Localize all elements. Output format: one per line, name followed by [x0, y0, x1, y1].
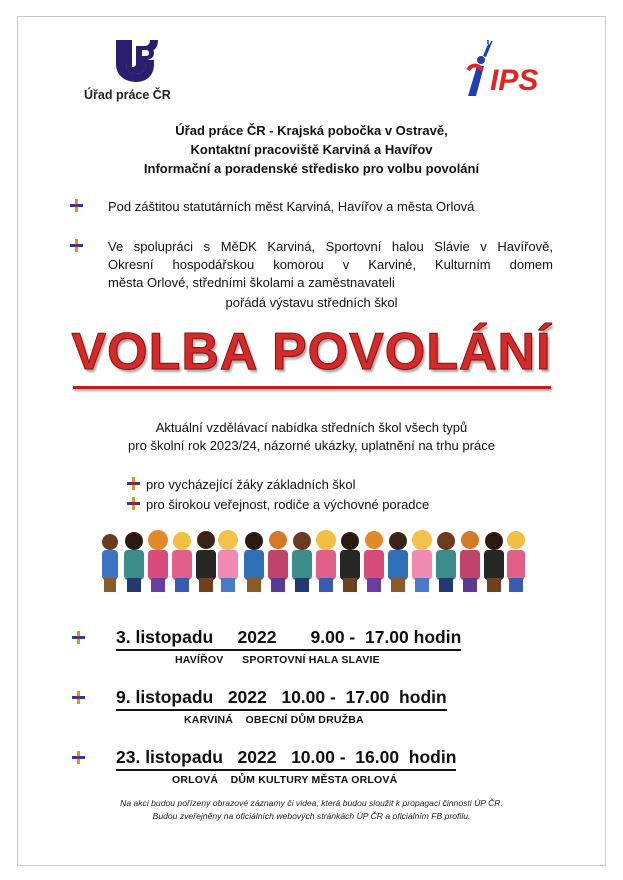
offer-line-2: pro školní rok 2023/24, názorné ukázky, uplatnění na trhu práce: [128, 438, 495, 453]
intro-bullet-2-line-2: Okresní hospodářskou komorou v Karviné, Kulturním domem: [108, 257, 553, 272]
ips-logo: [464, 40, 554, 98]
audience-item-2: pro širokou veřejnost, rodiče a výchovné poradce: [146, 497, 430, 512]
cross-bullet-icon: [127, 477, 140, 490]
event-1-place: HAVÍŘOV SPORTOVNÍ HALA SLAVIE: [175, 654, 380, 666]
intro-bullet-2-line-1: Ve spolupráci s MěDK Karviná, Sportovní halou Slávie v Havířově,: [108, 239, 553, 254]
intro-bullet-1: Pod záštitou statutárních měst Karviná, Havířov a města Orlová: [108, 199, 475, 214]
event-3-date: 23. listopadu 2022 10.00 - 16.00 hodin: [116, 747, 456, 771]
header-line-1: Úřad práce ČR - Krajská pobočka v Ostravě,: [175, 123, 448, 138]
student-figure: [102, 534, 118, 592]
intro-bullet-2: [108, 238, 553, 292]
ips-logo-mark: [464, 40, 554, 98]
event-3-place: ORLOVÁ DŮM KULTURY MĚSTA ORLOVÁ: [172, 774, 398, 786]
organizes-line: pořádá výstavu středních škol: [225, 295, 398, 310]
event-title: VOLBA POVOLÁNÍ: [71, 323, 552, 381]
cross-bullet-icon: [70, 239, 83, 252]
intro-bullet-2-line-3: města Orlové, středními školami a zaměstnavateli: [108, 275, 395, 290]
event-2-place: KARVINÁ OBECNÍ DŮM DRUŽBA: [184, 714, 364, 726]
cross-bullet-icon: [127, 497, 140, 510]
cross-bullet-icon: [72, 691, 85, 704]
header-line-3: Informační a poradenské středisko pro volbu povolání: [143, 161, 480, 176]
cross-bullet-icon: [70, 199, 83, 212]
title-underline: [73, 386, 551, 389]
ips-logo-text: IPS: [490, 64, 539, 97]
footer-line-1: Na akci budou pořízeny obrazové záznamy či videa, která budou sloužit k propagaci činnosti ÚP ČR.: [120, 798, 503, 808]
header-block: [0, 121, 623, 178]
students-illustration: [100, 528, 525, 592]
up-logo-mark: [112, 36, 160, 84]
up-logo-name: Úřad práce ČR: [84, 88, 171, 102]
cross-bullet-icon: [72, 631, 85, 644]
cross-bullet-icon: [72, 751, 85, 764]
header-line-2: Kontaktní pracoviště Karviná a Havířov: [190, 142, 433, 157]
event-1-date: 3. listopadu 2022 9.00 - 17.00 hodin: [116, 627, 461, 651]
footer-note: [0, 797, 623, 823]
up-logo: [84, 36, 184, 106]
offer-line-1: Aktuální vzdělávací nabídka středních škol všech typů: [155, 420, 468, 435]
audience-item-1: pro vycházející žáky základních škol: [146, 477, 356, 492]
footer-line-2: Budou zveřejněny na oficiálních webových stránkách ÚP ČR a oficiálním FB profilu.: [152, 811, 471, 821]
event-2-date: 9. listopadu 2022 10.00 - 17.00 hodin: [116, 687, 447, 711]
